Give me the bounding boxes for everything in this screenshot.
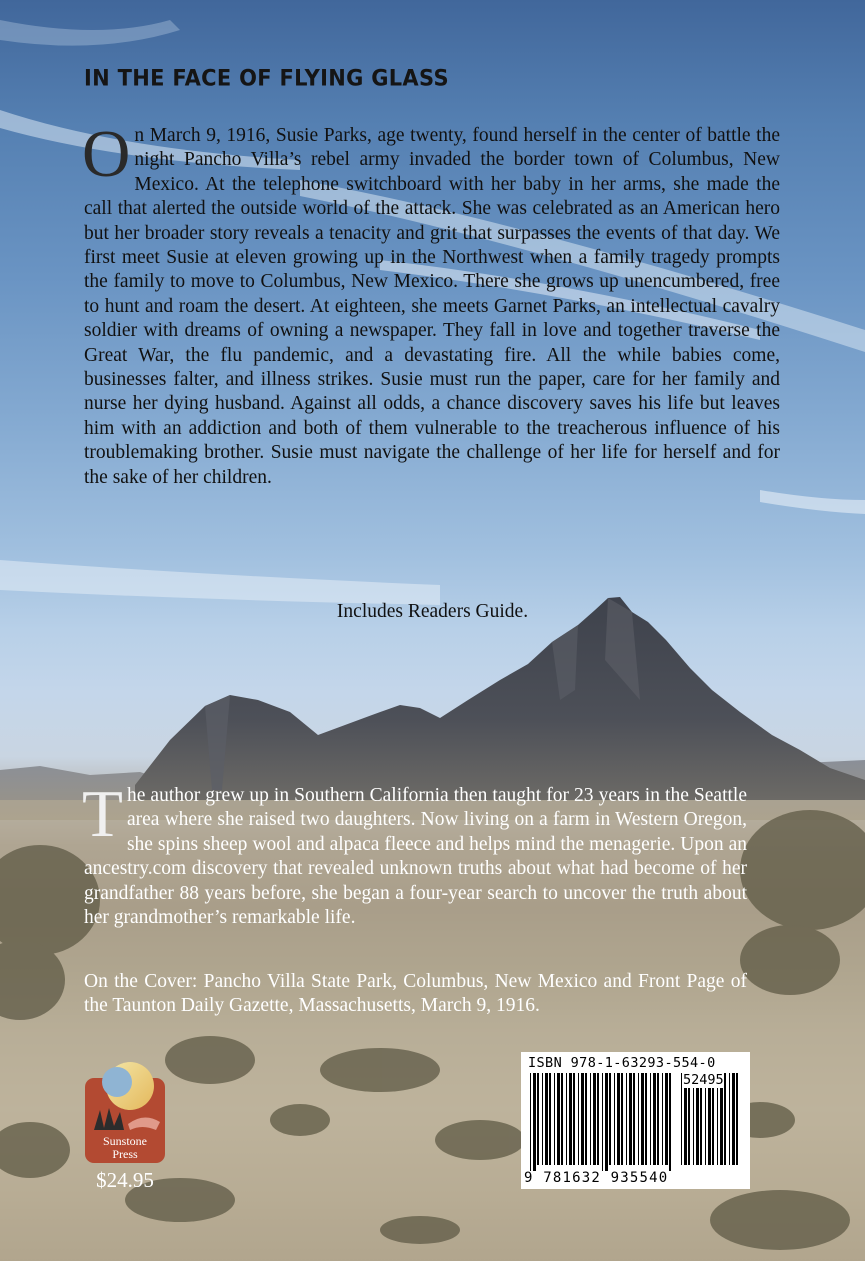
barcode-bar: [590, 1073, 591, 1165]
barcode-bar: [561, 1073, 563, 1165]
barcode-bar: [645, 1073, 647, 1165]
barcode-bar: [545, 1073, 548, 1165]
ean-number: 9 781632 935540: [524, 1170, 669, 1186]
barcode-bar: [724, 1073, 726, 1165]
isbn-text: ISBN 978-1-63293-554-0: [528, 1055, 716, 1071]
barcode-bar: [732, 1073, 735, 1165]
barcode-bar: [650, 1073, 651, 1165]
barcode-bar: [605, 1073, 608, 1171]
barcode-bar: [554, 1073, 555, 1165]
barcode-bar: [638, 1073, 639, 1165]
barcode-bar: [569, 1073, 572, 1165]
barcode-bar: [626, 1073, 627, 1165]
barcode-bar: [549, 1073, 551, 1165]
barcode-bar: [669, 1073, 671, 1171]
barcode-bar: [537, 1073, 539, 1165]
barcode-bar: [557, 1073, 560, 1165]
barcode-bar: [665, 1073, 668, 1165]
barcode-bar: [653, 1073, 656, 1165]
barcode-bar: [542, 1073, 543, 1165]
ean-barcode-bars: [530, 1073, 676, 1171]
barcode-bar: [629, 1073, 632, 1165]
author-bio-paragraph: [82, 777, 747, 930]
publisher-name-line2: Press: [112, 1147, 138, 1161]
barcode-bar: [566, 1073, 567, 1165]
barcode-bar: [609, 1073, 611, 1165]
barcode-bar: [681, 1073, 682, 1165]
barcode-bar: [657, 1073, 659, 1165]
barcode-bar: [641, 1073, 644, 1165]
barcode-bar: [614, 1073, 615, 1165]
synopsis-text: n March 9, 1916, Susie Parks, age twenty, found herself in the center of battle the night Pancho Villa’s rebel army invaded the border town of Columbus, New Mexico. At the telephone switchboard with her baby in her arms, she made the call that alerted the outside world of the attack. She was celebrated as an American hero but her broader story reveals a tenacity and grit that surpasses the events of that day. We first meet Susie at eleven growing up in the Northwest when a family tragedy prompts the family to move to Columbus, New Mexico. There she grows up unencumbered, free to hunt and roam the desert. At eighteen, she meets Garnet Parks, an intellectual cavalry soldier with dreams of owning a newspaper. They fall in love and together traverse the Great War, the flu pandemic, and a devastating fire. All the while babies come, businesses falter, and illness strikes. Susie must run the paper, care for her family and nurse her dying husband. Against all odds, a chance discovery saves his life but leaves him with an addiction and both of them vulnerable to the treacherous influence of his troublemaking brother. Susie must navigate the challenge of her life for herself and for the sake of her children.: [84, 125, 780, 488]
barcode-bar: [602, 1073, 603, 1171]
barcode-bar: [530, 1073, 531, 1171]
barcode-bar: [597, 1073, 599, 1165]
barcode-bar: [533, 1073, 536, 1171]
barcode-bar: [736, 1073, 738, 1165]
barcode-bar: [662, 1073, 663, 1165]
barcode-bar: [593, 1073, 596, 1165]
barcode-bar: [585, 1073, 587, 1165]
barcode-bar: [617, 1073, 620, 1165]
cover-credit: On the Cover: Pancho Villa State Park, Columbus, New Mexico and Front Page of the Taunton Daily Gazette, Massachusetts, March 9, 1916.: [84, 971, 747, 1017]
publisher-name-line1: Sunstone: [102, 1134, 148, 1148]
price-label: $24.95: [96, 1168, 154, 1192]
barcode-bar: [578, 1073, 579, 1165]
barcode-bar: [621, 1073, 623, 1165]
addon-price-code: 52495: [683, 1072, 724, 1088]
author-drop-cap: T: [82, 777, 123, 851]
isbn-barcode: [521, 1052, 750, 1189]
barcode-bar: [729, 1073, 730, 1165]
author-bio-text: he author grew up in Southern California then taught for 23 years in the Seattle area where she raised two daughters. Now living on a farm in Western Oregon, she spins sheep wool and alpaca fleece and helps mind the menagerie. Upon an ancestry.com discovery that revealed unknown truths about what had become of her grandfather 88 years before, she began a four-year search to uncover the truth about her grandmother’s remarkable life.: [84, 785, 747, 929]
barcode-bar: [573, 1073, 575, 1165]
sunstone-press-logo: [84, 1060, 166, 1164]
barcode-bar: [581, 1073, 584, 1165]
readers-guide-note: Includes Readers Guide.: [336, 601, 529, 622]
synopsis-paragraph: [82, 117, 780, 490]
book-title-heading: IN THE FACE OF FLYING GLASS: [84, 65, 449, 91]
synopsis-drop-cap: O: [82, 117, 131, 191]
barcode-bar: [633, 1073, 635, 1165]
mountain-range: [135, 597, 865, 800]
